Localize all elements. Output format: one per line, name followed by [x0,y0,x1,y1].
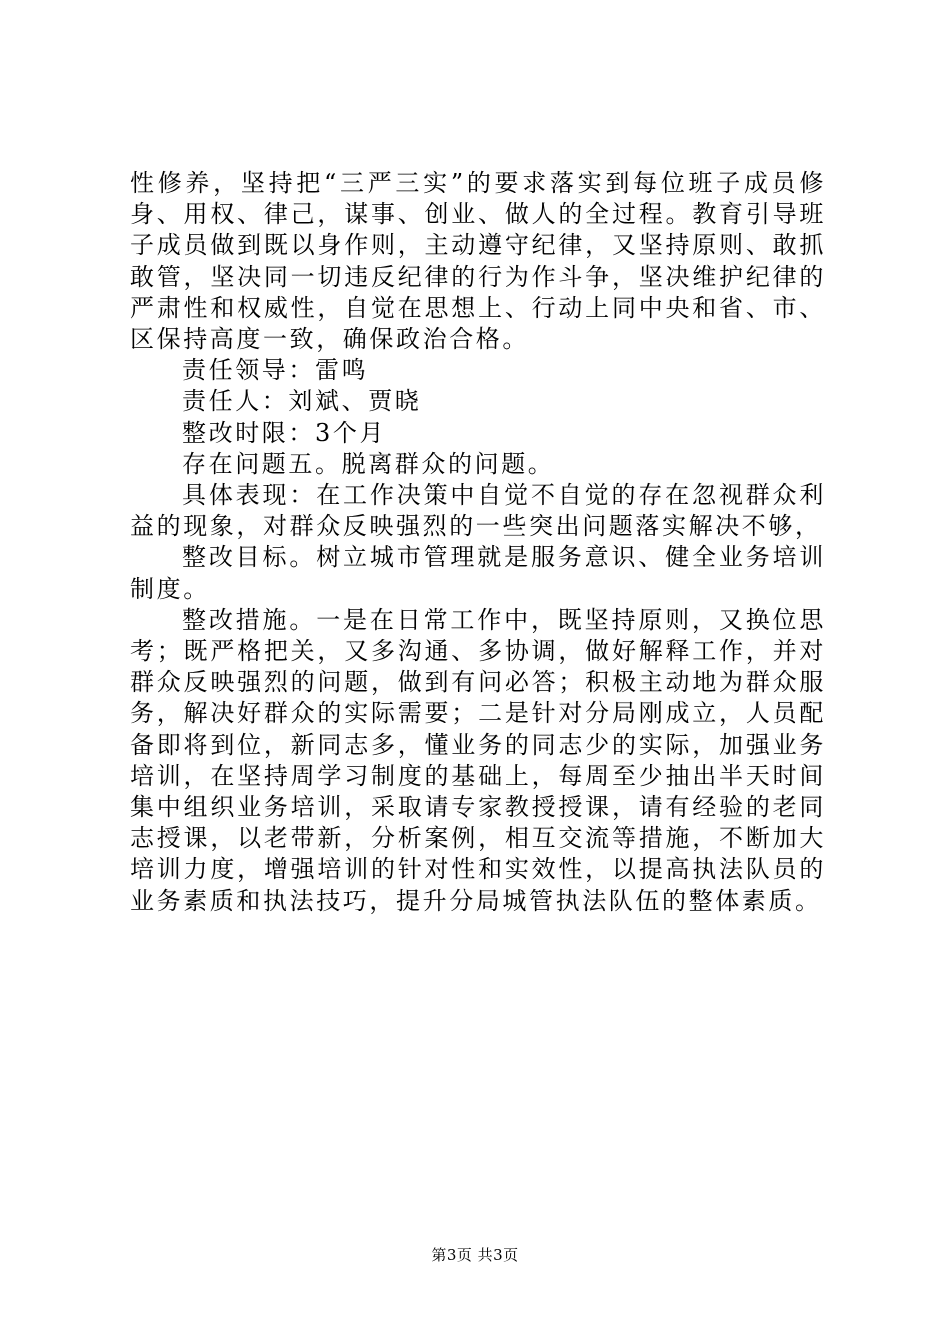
document-body [130,168,826,917]
paragraph-rectification-goal: 整改目标。树立城市管理就是服务意识、健全业务培训制度。 [130,543,826,603]
page-number-footer: 第3页 共3页 [431,1246,519,1264]
paragraph-deadline: 整改时限：3个月 [182,418,387,447]
paragraph-self-cultivation: 性修养，坚持把“三严三实”的要求落实到每位班子成员修身、用权、律己，谋事、创业、做人的全过程。教育引导班子成员做到既以身作则，主动遵守纪律，又坚持原则、敢抓敢管，坚决同一切违反纪律的行为作斗争，坚决维护纪律的严肃性和权威性，自觉在思想上、行动上同中央和省、市、区保持高度一致，确保政治合格。 [130,169,826,354]
paragraph-responsible-persons: 责任人：刘斌、贾晓 [182,387,422,416]
paragraph-rectification-measures: 整改措施。一是在日常工作中，既坚持原则，又换位思考；既严格把关，又多沟通、多协调，做好解释工作，并对群众反映强烈的问题，做到有问必答；积极主动地为群众服务，解决好群众的实际需要；二是针对分局刚成立，人员配备即将到位，新同志多，懂业务的同志少的实际，加强业务培训，在坚持周学习制度的基础上，每周至少抽出半天时间集中组织业务培训，采取请专家教授授课，请有经验的老同志授课，以老带新，分析案例，相互交流等措施，不断加大培训力度，增强培训的针对性和实效性，以提高执法队员的业务素质和执法技巧，提升分局城管执法队伍的整体素质。 [130,605,826,915]
paragraph-responsible-leader: 责任领导：雷鸣 [182,356,369,385]
paragraph-manifestation: 具体表现：在工作决策中自觉不自觉的存在忽视群众利益的现象，对群众反映强烈的一些突出问题落实解决不够， [130,481,826,541]
paragraph-problem-five: 存在问题五。脱离群众的问题。 [182,449,555,478]
